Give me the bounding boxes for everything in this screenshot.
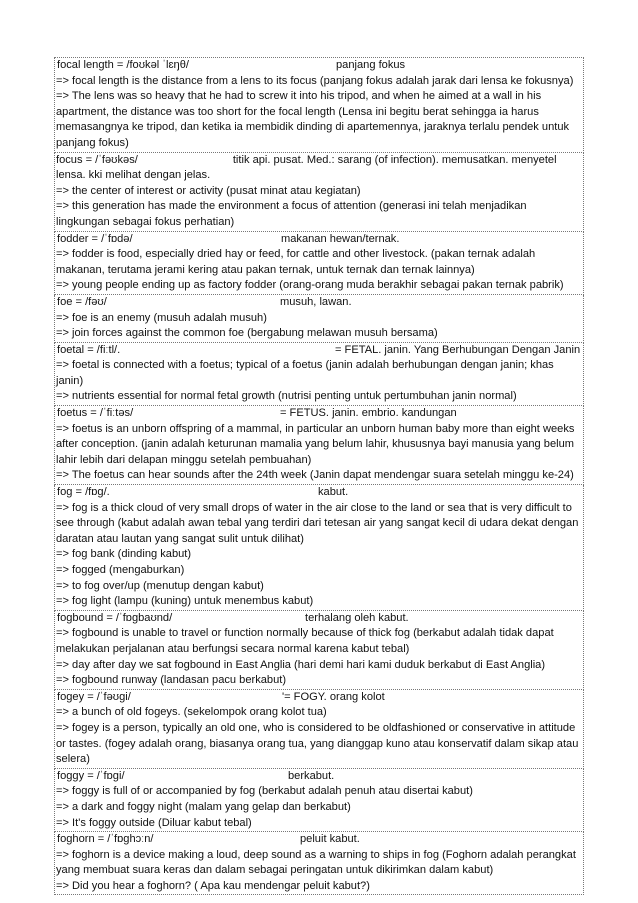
entry-meaning: berkabut.	[288, 769, 335, 782]
entry-header	[56, 690, 583, 706]
entry-foghorn	[54, 832, 584, 895]
entry-line: => focal length is the distance from a lens to its focus (panjang fokus adalah jarak dari lensa ke fokusnya)	[56, 74, 574, 87]
entry-header	[56, 406, 583, 422]
entry-header	[56, 611, 583, 627]
entry-line: => fogbound runway (landasan pacu berkabut)	[56, 674, 287, 687]
entry-header	[56, 769, 583, 785]
entry-term: fog = /fɒg/.	[57, 486, 110, 499]
entry-header	[56, 153, 583, 184]
entry-term: foe = /fəʊ/	[57, 295, 107, 308]
entry-term: foghorn = /ˈfɒghɔːn/	[57, 833, 154, 846]
entry-meaning: terhalang oleh kabut.	[305, 611, 409, 624]
entry-fodder	[54, 232, 584, 295]
entry-term: foggy = /ˈfɒgi/	[57, 769, 125, 782]
entry-line: => a dark and foggy night (malam yang gelap dan berkabut)	[56, 800, 351, 813]
entry-line: => foetus is an unborn offspring of a mammal, in particular an unborn human baby more than eight weeks after conception. (janin adalah keturunan mamalia yang belum lahir, khususnya bayi manusia yang belum lahir lebih dari delapan minggu setelah pembuahan)	[56, 422, 575, 466]
entry-line: => the center of interest or activity (pusat minat atau kegiatan)	[56, 184, 361, 197]
entry-focal-length	[54, 58, 584, 153]
entry-meaning: = FETAL. janin. Yang Berhubungan Dengan Janin	[335, 343, 581, 356]
entry-line: => foghorn is a device making a loud, deep sound as a warning to ships in fog (Foghorn adalah perangkat yang membuat suara keras dan dalam sebagai peringatan untuk dikirimkan dalam kabut)	[56, 848, 576, 877]
entry-meaning: '= FOGY. orang kolot	[282, 690, 385, 703]
entry-line: => join forces against the common foe (bergabung melawan musuh bersama)	[56, 327, 438, 340]
entry-line: => foetal is connected with a foetus; typical of a foetus (janin adalah berhubungan dengan janin; khas janin)	[56, 359, 554, 387]
entry-fogey	[54, 690, 584, 769]
entry-meaning: makanan hewan/ternak.	[281, 232, 400, 245]
entry-term: focal length = /foʊkəl ˈlɛŋθ/	[57, 59, 189, 71]
entry-header	[56, 58, 583, 74]
entry-meaning: kabut.	[318, 486, 349, 499]
entry-line: => this generation has made the environment a focus of attention (generasi ini telah menjadikan lingkungan sebagai fokus perhatian)	[56, 200, 527, 228]
entry-term: foetus = /ˈfiːtəs/	[57, 407, 134, 420]
entry-line: => fog bank (dinding kabut)	[56, 548, 192, 561]
entry-line: => nutrients essential for normal fetal growth (nutrisi penting untuk pertumbuhan janin normal)	[56, 390, 517, 403]
entry-line: => foe is an enemy (musuh adalah musuh)	[56, 311, 267, 324]
entry-term: fodder = /ˈfɒdə/	[57, 232, 133, 245]
entry-line: => to fog over/up (menutup dengan kabut)	[56, 579, 264, 592]
entry-foe	[54, 295, 584, 343]
entry-term: foetal = /fiːtl/.	[57, 343, 121, 356]
entry-term: fogey = /ˈfəʊgi/	[57, 690, 131, 703]
entry-line: => Did you hear a foghorn? ( Apa kau mendengar peluit kabut?)	[56, 879, 370, 892]
entry-line: => day after day we sat fogbound in East Anglia (hari demi hari kami duduk berkabut di East Anglia)	[56, 658, 546, 671]
entry-focus	[54, 153, 584, 232]
entry-line: => fogged (mengaburkan)	[56, 564, 185, 576]
entry-foggy	[54, 769, 584, 832]
entry-meaning: titik api. pusat. Med.: sarang (of infection). memusatkan. menyetel lensa. kki melihat dengan jelas.	[56, 153, 557, 182]
entry-line: => The foetus can hear sounds after the 24th week (Janin dapat mendengar suara setelah minggu ke-24)	[56, 469, 574, 482]
entry-meaning: panjang fokus	[336, 59, 406, 71]
entry-line: => young people ending up as factory fodder (orang-orang muda berakhir sebagai pakan ternak pabrik)	[56, 279, 564, 292]
entry-line: => foggy is full of or accompanied by fog (berkabut adalah penuh atau disertai kabut)	[56, 785, 473, 798]
entry-fogbound	[54, 611, 584, 690]
entry-line: => a bunch of old fogeys. (sekelompok orang kolot tua)	[56, 706, 327, 719]
entry-foetus	[54, 406, 584, 485]
entry-header	[56, 832, 583, 848]
entry-line: => It's foggy outside (Diluar kabut tebal)	[56, 816, 252, 829]
entry-meaning: = FETUS. janin. embrio. kandungan	[280, 407, 457, 420]
entry-header	[56, 343, 583, 359]
entry-term: fogbound = /ˈfɒgbaʊnd/	[57, 611, 173, 624]
entry-fog	[54, 485, 584, 611]
entry-line: => fogey is a person, typically an old one, who is considered to be oldfashioned or conservative in attitude or tastes. (fogey adalah orang, biasanya orang tua, yang dianggap kuno atau konservatif dalam sikap atau selera)	[56, 721, 579, 766]
entry-header	[56, 485, 583, 501]
entry-line: => The lens was so heavy that he had to screw it into his tripod, and when he aimed at a wall in his apartment, the distance was too short for the focal length (Lensa ini begitu berat sehingga ia harus memasangnya ke tripod, dan ketika ia membidik dinding di apartemennya, jaraknya terlalu pendek untuk panjang fokus)	[56, 90, 570, 149]
entry-meaning: peluit kabut.	[300, 833, 360, 846]
entry-meaning: musuh, lawan.	[280, 295, 352, 308]
entry-line: => fog is a thick cloud of very small drops of water in the air close to the land or sea that is very difficult to see through (kabut adalah awan tebal yang terdiri dari tetesan air yang sangat kecil di udara dekat dengan daratan atau lautan yang sangat sulit untuk dilihat)	[56, 501, 579, 545]
entry-line: => fodder is food, especially dried hay or feed, for cattle and other livestock. (pakan ternak adalah makanan, terutama jerami kering atau pakan ternak, untuk ternak dan ternak lainnya)	[56, 248, 536, 276]
entry-term: focus = /ˈfəʊkəs/	[56, 153, 138, 166]
entry-line: => fogbound is unable to travel or function normally because of thick fog (berkabut adalah tidak dapat melakukan perjalanan atau berfungsi secara normal karena kabut tebal)	[56, 627, 554, 655]
dictionary-entries	[54, 57, 584, 895]
entry-header	[56, 295, 583, 311]
entry-line: => fog light (lampu (kuning) untuk menembus kabut)	[56, 595, 314, 608]
entry-foetal	[54, 343, 584, 406]
entry-header	[56, 232, 583, 248]
